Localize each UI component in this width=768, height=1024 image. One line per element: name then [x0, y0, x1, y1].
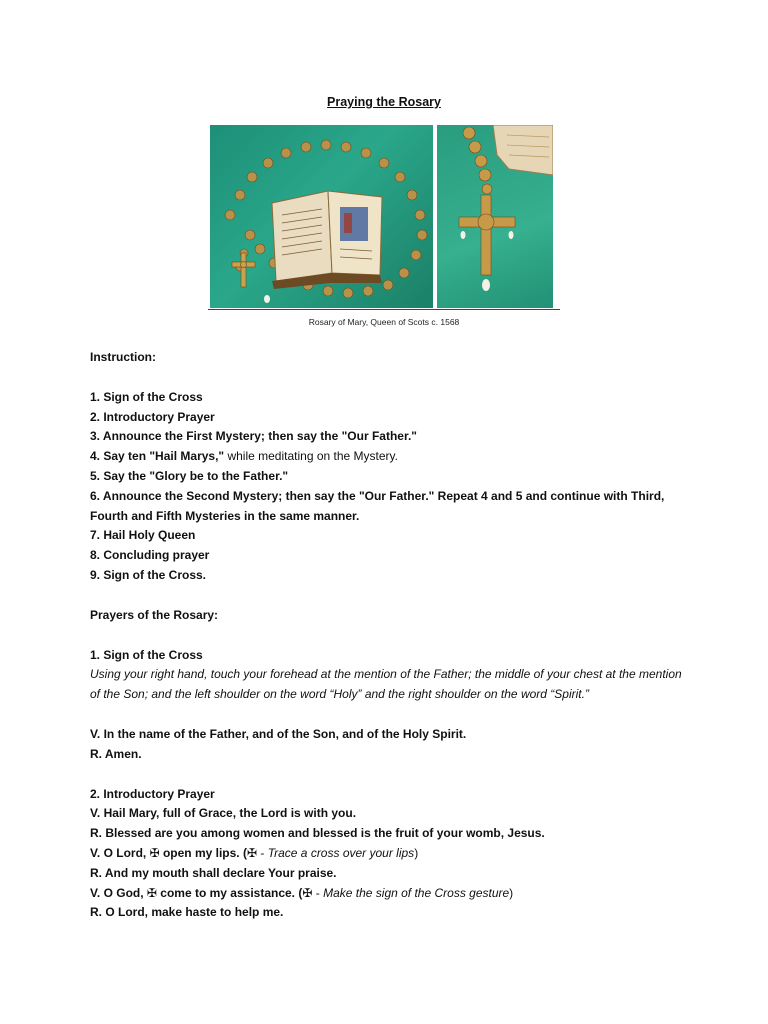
spacer — [90, 368, 690, 388]
document-body — [90, 348, 690, 923]
figure-divider — [208, 309, 560, 310]
instruction-heading: Instruction: — [90, 350, 156, 364]
page-title: Praying the Rosary — [327, 95, 441, 109]
sign-response: R. Amen. — [90, 746, 142, 761]
step-7: 7. Hail Holy Queen — [90, 528, 196, 543]
step-1: 1. Sign of the Cross — [90, 389, 203, 404]
sign-of-cross-heading: 1. Sign of the Cross — [90, 647, 203, 662]
spacer — [90, 586, 690, 606]
intro-response-3: R. O Lord, make haste to help me. — [90, 905, 284, 920]
step-6: 6. Announce the Second Mystery; then say the "Our Father." Repeat 4 and 5 and continue with Third, Fourth and Fifth Mysteries in the same manner. — [90, 488, 665, 523]
step-8: 8. Concluding prayer — [90, 548, 210, 563]
intro-versicle-3 — [90, 884, 690, 904]
step-4-rest: while meditating on the Mystery. — [224, 449, 398, 464]
spacer — [90, 765, 690, 785]
rosary-figure — [208, 124, 560, 312]
paren-close: ) — [414, 845, 419, 860]
sign-versicle: V. In the name of the Father, and of the Son, and of the Holy Spirit. — [90, 726, 467, 741]
step-3: 3. Announce the First Mystery; then say the "Our Father." — [90, 429, 417, 444]
intro-response-1: R. Blessed are you among women and blessed is the fruit of your womb, Jesus. — [90, 826, 545, 841]
step-2: 2. Introductory Prayer — [90, 409, 215, 424]
introductory-prayer-heading: 2. Introductory Prayer — [90, 786, 215, 801]
intro-versicle-2-text: V. O Lord, ✠ open my lips. ( — [90, 845, 247, 860]
prayers-heading: Prayers of the Rosary: — [90, 607, 219, 622]
spacer — [90, 626, 690, 646]
spacer — [90, 705, 690, 725]
intro-versicle-2 — [90, 844, 690, 864]
step-5: 5. Say the "Glory be to the Father." — [90, 468, 289, 483]
intro-versicle-2-note: Trace a cross over your lips — [267, 845, 415, 860]
rosary-cross-photo — [437, 125, 553, 308]
intro-versicle-3-text: V. O God, ✠ come to my assistance. ( — [90, 885, 303, 900]
step-9: 9. Sign of the Cross. — [90, 567, 207, 582]
paren-close: ) — [509, 885, 514, 900]
intro-versicle-1: V. Hail Mary, full of Grace, the Lord is with you. — [90, 806, 357, 821]
step-4 — [90, 447, 690, 467]
rosary-book-photo — [210, 125, 433, 308]
intro-versicle-3-note: Make the sign of the Cross gesture — [323, 885, 510, 900]
cross-symbol: ✠ - — [302, 885, 324, 900]
intro-response-2: R. And my mouth shall declare Your praise. — [90, 865, 337, 880]
step-4-bold: 4. Say ten "Hail Marys," — [90, 449, 225, 464]
figure-caption: Rosary of Mary, Queen of Scots c. 1568 — [308, 317, 460, 327]
sign-of-cross-instruction: Using your right hand, touch your forehead at the mention of the Father; the middle of your chest at the mention of the Son; and the left shoulder on the word “Holy” and the right shoulder on the word “Spirit.” — [90, 667, 682, 702]
cross-symbol: ✠ - — [246, 845, 268, 860]
